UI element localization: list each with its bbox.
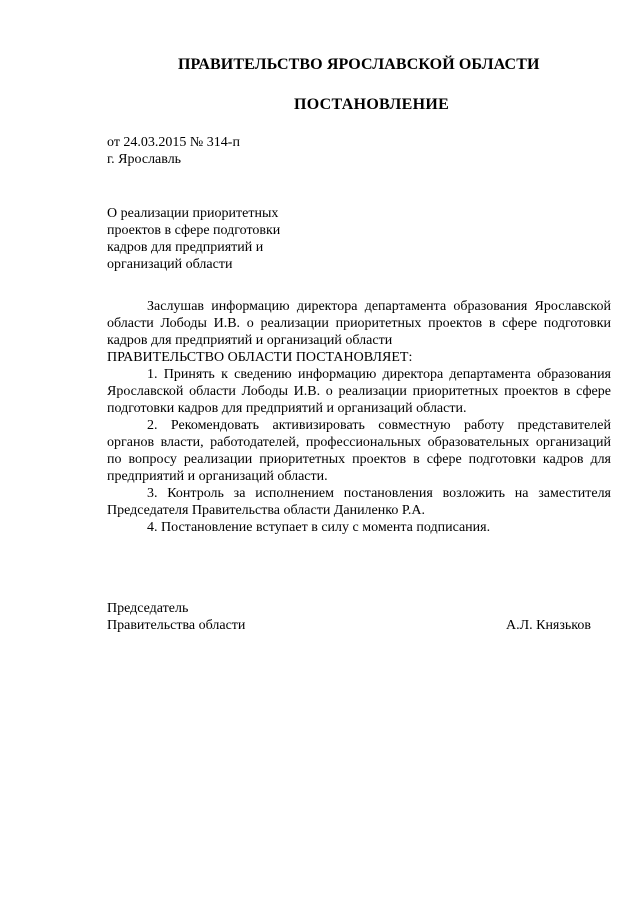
subject-line: проектов в сфере подготовки bbox=[107, 223, 281, 238]
subject-line: О реализации приоритетных bbox=[107, 206, 279, 221]
decree-line: ПРАВИТЕЛЬСТВО ОБЛАСТИ ПОСТАНОВЛЯЕТ: bbox=[107, 350, 413, 365]
decree-item-2: 2. Рекомендовать активизировать совместную работу представителей органов власти, работодателей, профессиональных образовательных организаций по вопросу реализации приоритетных проектов в сфере подготовки кадров для предприятий и организаций области. bbox=[107, 418, 611, 484]
date-number: от 24.03.2015 № 314-п bbox=[107, 135, 240, 150]
signature-block bbox=[107, 600, 591, 634]
signature-row-2 bbox=[107, 617, 591, 634]
organization-title: ПРАВИТЕЛЬСТВО ЯРОСЛАВСКОЙ ОБЛАСТИ bbox=[178, 56, 540, 73]
signatory-title-line1: Председатель bbox=[107, 601, 189, 616]
document-type: ПОСТАНОВЛЕНИЕ bbox=[294, 96, 450, 113]
document-meta bbox=[107, 134, 240, 168]
document-subject bbox=[107, 205, 280, 273]
city: г. Ярославль bbox=[107, 152, 182, 167]
decree-item-1: 1. Принять к сведению информацию директора департамента образования Ярославской области Лободы И.В. о реализации приоритетных проектов в сфере подготовки кадров для предприятий и организаций области. bbox=[107, 367, 611, 416]
decree-item-3: 3. Контроль за исполнением постановления возложить на заместителя Председателя Правительства области Даниленко Р.А. bbox=[107, 486, 611, 518]
signatory-title-line2: Правительства области bbox=[107, 618, 246, 633]
subject-line: кадров для предприятий и bbox=[107, 240, 264, 255]
subject-line: организаций области bbox=[107, 257, 233, 272]
document-body bbox=[107, 298, 611, 536]
preamble-paragraph: Заслушав информацию директора департамента образования Ярославской области Лободы И.В. о реализации приоритетных проектов в сфере подготовки кадров для предприятий и организаций области bbox=[107, 299, 611, 348]
signatory-name: А.Л. Князьков bbox=[506, 618, 591, 633]
decree-item-4: 4. Постановление вступает в силу с момента подписания. bbox=[147, 520, 491, 535]
signature-row-1 bbox=[107, 600, 591, 617]
